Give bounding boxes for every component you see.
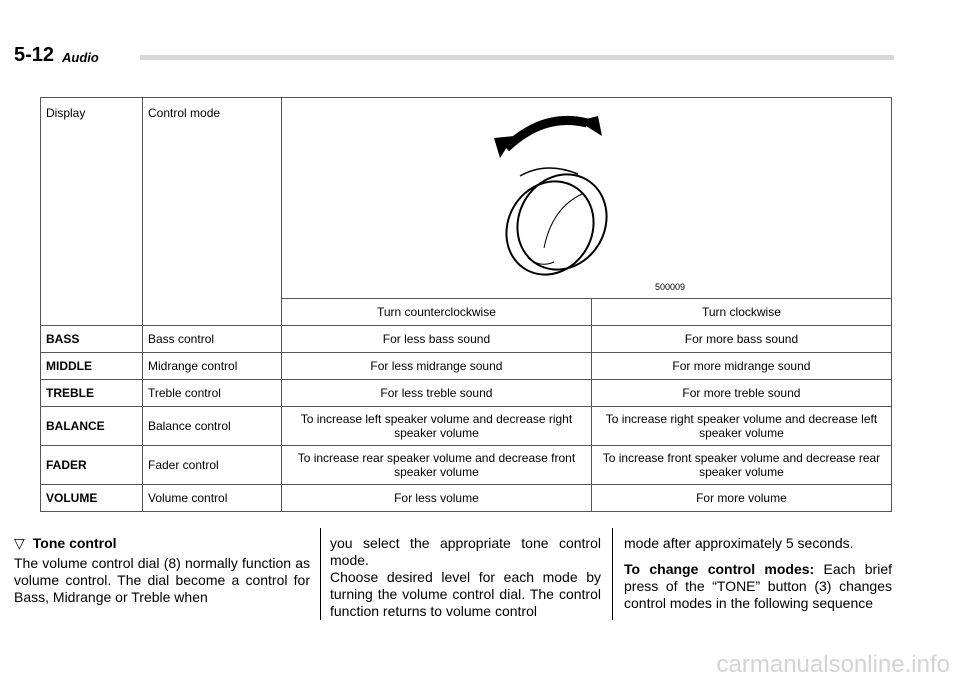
header-rule	[140, 55, 894, 60]
paragraph: Choose desired level for each mode by turning the volume control dial. The control function returns to volume control	[330, 569, 601, 619]
ccw-effect: For less treble sound	[282, 380, 592, 407]
header-turn-cw: Turn clockwise	[591, 299, 891, 326]
cw-effect: To increase right speaker volume and decrease left speaker volume	[591, 407, 891, 446]
header-turn-ccw: Turn counterclockwise	[282, 299, 592, 326]
knob-face	[500, 158, 623, 286]
rotation-arc	[506, 120, 587, 148]
mode-label: Bass control	[143, 326, 282, 353]
column-divider	[320, 528, 321, 620]
paragraph-body: Each brief press of the “TONE” button (3) changes control modes in the following sequence	[624, 561, 892, 611]
cw-effect: For more treble sound	[591, 380, 891, 407]
text-column-1	[14, 535, 310, 615]
mode-label: Volume control	[143, 485, 282, 512]
cw-effect: For more volume	[591, 485, 891, 512]
cw-effect: To increase front speaker volume and decrease rear speaker volume	[591, 446, 891, 485]
triangle-icon: ▽	[14, 535, 25, 551]
subheading	[14, 535, 310, 552]
paragraph: The volume control dial (8) normally function as volume control. The dial become a control for Bass, Midrange or Treble when	[14, 555, 310, 605]
text-column-2	[330, 535, 601, 629]
table-row	[41, 407, 892, 446]
paragraph: mode after approximately 5 seconds.	[624, 535, 854, 551]
figure-code: 500009	[655, 282, 686, 292]
table-row	[41, 380, 892, 407]
ccw-effect: For less midrange sound	[282, 353, 592, 380]
paragraph	[624, 561, 892, 612]
paragraph-lead: To change control modes:	[624, 561, 815, 577]
display-label: VOLUME	[41, 485, 143, 512]
tone-control-table	[40, 97, 892, 512]
table-row	[41, 326, 892, 353]
mode-label: Fader control	[143, 446, 282, 485]
table-row	[41, 485, 892, 512]
page-header	[14, 44, 894, 66]
section-title: Audio	[62, 50, 99, 65]
header-control-mode: Control mode	[143, 98, 282, 326]
mode-label: Balance control	[143, 407, 282, 446]
display-label: BALANCE	[41, 407, 143, 446]
mode-label: Treble control	[143, 380, 282, 407]
display-label: BASS	[41, 326, 143, 353]
ccw-effect: For less bass sound	[282, 326, 592, 353]
dial-illustration	[282, 98, 904, 298]
watermark: carmanualsonline.info	[716, 651, 950, 678]
paragraph: you select the appropriate tone control mode.	[330, 535, 601, 568]
cw-effect: For more midrange sound	[591, 353, 891, 380]
table-row	[41, 353, 892, 380]
display-label: FADER	[41, 446, 143, 485]
display-label: MIDDLE	[41, 353, 143, 380]
cw-effect: For more bass sound	[591, 326, 891, 353]
ccw-effect: To increase rear speaker volume and decrease front speaker volume	[282, 446, 592, 485]
column-divider	[612, 528, 613, 620]
dial-illustration-cell	[282, 98, 892, 299]
table-row	[41, 446, 892, 485]
header-display: Display	[41, 98, 143, 326]
subheading-text: Tone control	[32, 535, 117, 551]
mode-label: Midrange control	[143, 353, 282, 380]
ccw-effect: For less volume	[282, 485, 592, 512]
ccw-effect: To increase left speaker volume and decrease right speaker volume	[282, 407, 592, 446]
page-number: 5-12	[14, 44, 55, 66]
text-column-3	[624, 535, 892, 621]
display-label: TREBLE	[41, 380, 143, 407]
